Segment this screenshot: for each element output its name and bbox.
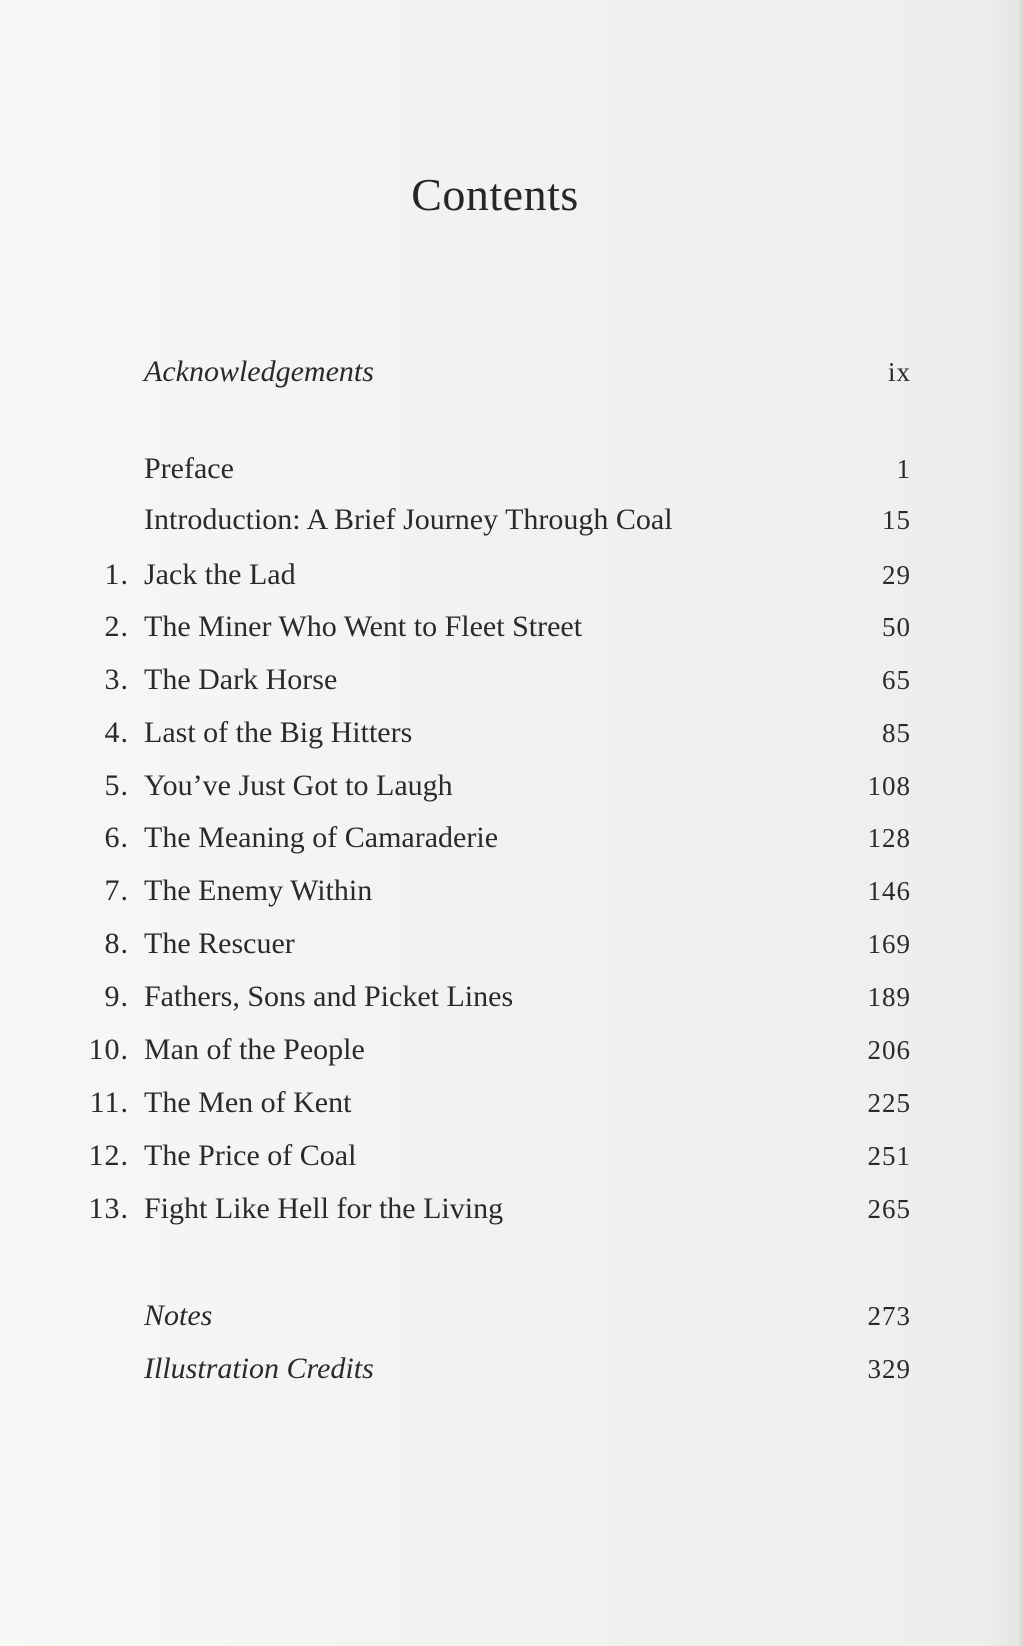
- toc-entry-title: Preface: [144, 452, 234, 485]
- toc-entry-page: ix: [887, 357, 911, 387]
- toc-entry-chapter-1: [0, 553, 1023, 597]
- page-title: Contents: [411, 169, 579, 220]
- toc-entry-page: 15: [882, 505, 911, 535]
- toc-entry-title: Acknowledgements: [144, 355, 374, 388]
- toc-entry-introduction: [0, 498, 1023, 542]
- toc-entry-title: The Men of Kent: [144, 1086, 352, 1119]
- toc-entry-page: 169: [867, 929, 911, 959]
- page-edge-shadow: [1017, 0, 1023, 1646]
- toc-entry-number: 6.: [104, 821, 129, 854]
- toc-entry-page: 251: [867, 1141, 911, 1171]
- toc-entry-title: Illustration Credits: [144, 1352, 374, 1385]
- toc-entry-chapter-13: [0, 1187, 1023, 1231]
- toc-entry-page: 65: [882, 665, 911, 695]
- toc-entry-title: Last of the Big Hitters: [144, 716, 413, 749]
- toc-entry-title: The Enemy Within: [144, 874, 373, 907]
- toc-entry-chapter-5: [0, 764, 1023, 808]
- toc-entry-page: 225: [867, 1088, 911, 1118]
- toc-entry-page: 265: [867, 1194, 911, 1224]
- toc-entry-page: 189: [867, 982, 911, 1012]
- toc-entry-number: 7.: [104, 874, 129, 907]
- toc-entry-number: 11.: [89, 1086, 129, 1119]
- toc-entry-title: Fathers, Sons and Picket Lines: [144, 980, 514, 1013]
- toc-entry-page: 29: [882, 560, 911, 590]
- toc-entry-title: Man of the People: [144, 1033, 365, 1066]
- toc-entry-chapter-3: [0, 658, 1023, 702]
- toc-entry-number: 9.: [104, 980, 129, 1013]
- toc-entry-title: The Miner Who Went to Fleet Street: [144, 610, 583, 643]
- toc-entry-title: You’ve Just Got to Laugh: [144, 769, 453, 802]
- toc-entry-title: The Price of Coal: [144, 1139, 357, 1172]
- toc-entry-number: 2.: [104, 610, 129, 643]
- toc-entry-page: 329: [867, 1354, 911, 1384]
- toc-entry-number: 1.: [104, 558, 129, 591]
- toc-entry-page: 206: [867, 1035, 911, 1065]
- toc-entry-chapter-7: [0, 869, 1023, 913]
- toc-entry-illustration-credits: [0, 1347, 1023, 1391]
- toc-entry-number: 8.: [104, 927, 129, 960]
- toc-entry-page: 146: [867, 876, 911, 906]
- toc-entry-chapter-11: [0, 1081, 1023, 1125]
- toc-entry-page: 1: [896, 454, 911, 484]
- toc-entry-page: 50: [882, 612, 911, 642]
- toc-entry-page: 85: [882, 718, 911, 748]
- toc-entry-title: The Rescuer: [144, 927, 295, 960]
- toc-entry-chapter-12: [0, 1134, 1023, 1178]
- toc-entry-chapter-8: [0, 922, 1023, 966]
- toc-entry-number: 13.: [88, 1192, 129, 1225]
- toc-entry-title: The Meaning of Camaraderie: [144, 821, 499, 854]
- toc-entry-number: 4.: [104, 716, 129, 749]
- toc-entry-title: Notes: [144, 1299, 213, 1332]
- toc-entry-number: 3.: [104, 663, 129, 696]
- toc-entry-number: 10.: [88, 1033, 129, 1066]
- toc-entry-acknowledgements: [0, 350, 1023, 394]
- toc-entry-title: Jack the Lad: [144, 558, 296, 591]
- toc-entry-number: 12.: [88, 1139, 129, 1172]
- toc-entry-title: Fight Like Hell for the Living: [144, 1192, 504, 1225]
- toc-entry-chapter-6: [0, 816, 1023, 860]
- toc-entry-chapter-10: [0, 1028, 1023, 1072]
- toc-entry-notes: [0, 1294, 1023, 1338]
- toc-entry-page: 273: [867, 1301, 911, 1331]
- toc-entry-title: Introduction: A Brief Journey Through Coal: [144, 503, 673, 536]
- toc-entry-preface: [0, 447, 1023, 491]
- toc-entry-title: The Dark Horse: [144, 663, 338, 696]
- toc-entry-chapter-2: [0, 605, 1023, 649]
- toc-entry-chapter-9: [0, 975, 1023, 1019]
- toc-entry-number: 5.: [104, 769, 129, 802]
- toc-entry-page: 108: [867, 771, 911, 801]
- toc-entry-page: 128: [867, 823, 911, 853]
- toc-entry-chapter-4: [0, 711, 1023, 755]
